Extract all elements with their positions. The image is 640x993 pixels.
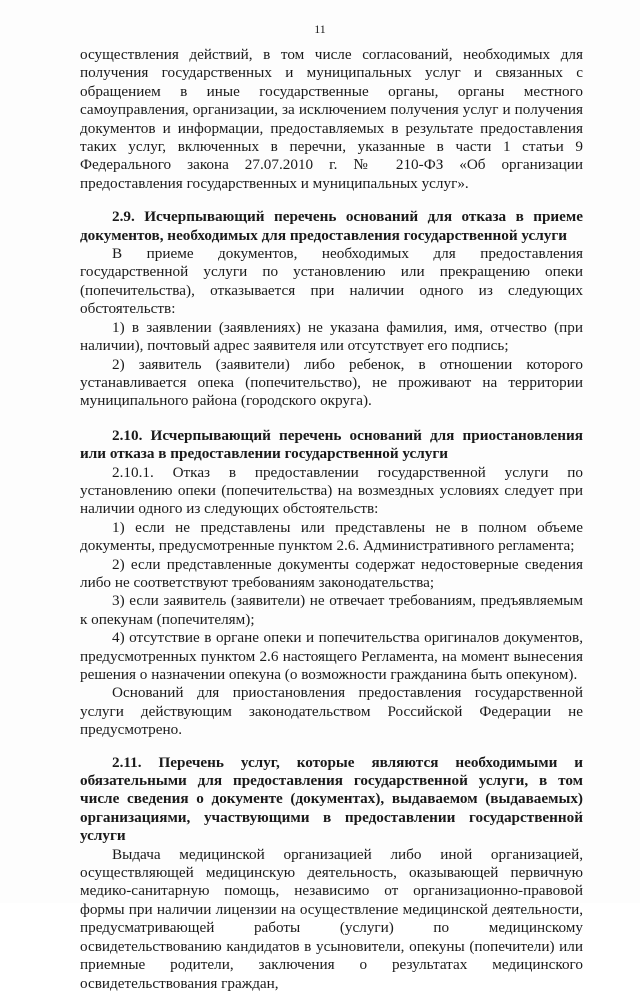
list-item: 3) если заявитель (заявители) не отвечает требованиям, предъявляемым к опекунам (попечителям); (80, 592, 583, 628)
section-heading: 2.9. Исчерпывающий перечень оснований для отказа в приеме документов, необходимых для предоставления государственной услуги (80, 208, 583, 244)
section-heading: 2.11. Перечень услуг, которые являются необходимыми и обязательными для предоставления государственной услуги, в том числе сведения о документе (документах), выдаваемом (выдаваемых) организациями, участвующими в предоставлении государственной услуги (80, 753, 583, 845)
paragraph: 2.10.1. Отказ в предоставлении государственной услуги по установлению опеки (попечительства) на возмездных условиях следует при наличии одного из следующих обстоятельств: (80, 463, 583, 518)
page-number: 11 (314, 22, 326, 36)
document-body (80, 46, 583, 993)
section-heading: 2.10. Исчерпывающий перечень оснований для приостановления или отказа в предоставлении государственной услуги (80, 426, 583, 463)
list-item: 2) если представленные документы содержат недостоверные сведения либо не соответствуют требованиям законодательства; (80, 555, 583, 591)
list-item: 4) отсутствие в органе опеки и попечительства оригиналов документов, предусмотренных пунктом 2.6 настоящего Регламента, на момент вынесения решения о назначении опекуна (о возможности гражданина быть опекуном). (80, 629, 583, 683)
paragraph: Оснований для приостановления предоставления государственной услуги действующим законодательством Российской Федерации не предусмотрено. (80, 684, 583, 739)
paragraph: В приеме документов, необходимых для предоставления государственной услуги по установлению или прекращению опеки (попечительства), отказывается при наличии одного из следующих обстоятельств: (80, 245, 583, 318)
section-2-9 (80, 208, 583, 410)
section-2-11 (80, 754, 583, 993)
section-2-10 (80, 427, 583, 740)
list-item: 2) заявитель (заявители) либо ребенок, в отношении которого устанавливается опека (попечительство), не проживают на территории муниципального района (городского округа). (80, 355, 583, 410)
list-item: 1) если не представлены или представлены не в полном объеме документы, предусмотренные пунктом 2.6. Административного регламента; (80, 518, 583, 555)
paragraph: Выдача медицинской организацией либо иной организацией, осуществляющей медицинскую деятельность, оказывающей первичную медико-санитарную помощь, независимо от организационно-правовой формы при наличии лицензии на осуществление медицинской деятельности, предусматривающей работы (услуги) по медицинскому освидетельствованию кандидатов в усыновители, опекуны (попечители) или приемные родители, заключения о результатах медицинского освидетельствования граждан, (80, 845, 583, 992)
continuation-paragraph: осуществления действий, в том числе согласований, необходимых для получения государственных и муниципальных услуг и связанных с обращением в иные государственные органы, органы местного самоуправления, организации, за исключением получения услуг и получения документов и информации, предоставляемых в результате предоставления таких услуг, включенных в перечни, указанные в части 1 статьи 9 Федерального закона 27.07.2010 г. № 210-ФЗ «Об организации предоставления государственных и муниципальных услуг». (80, 46, 583, 192)
list-item: 1) в заявлении (заявлениях) не указана фамилия, имя, отчество (при наличии), почтовый адрес заявителя или отсутствует его подпись; (80, 318, 583, 355)
